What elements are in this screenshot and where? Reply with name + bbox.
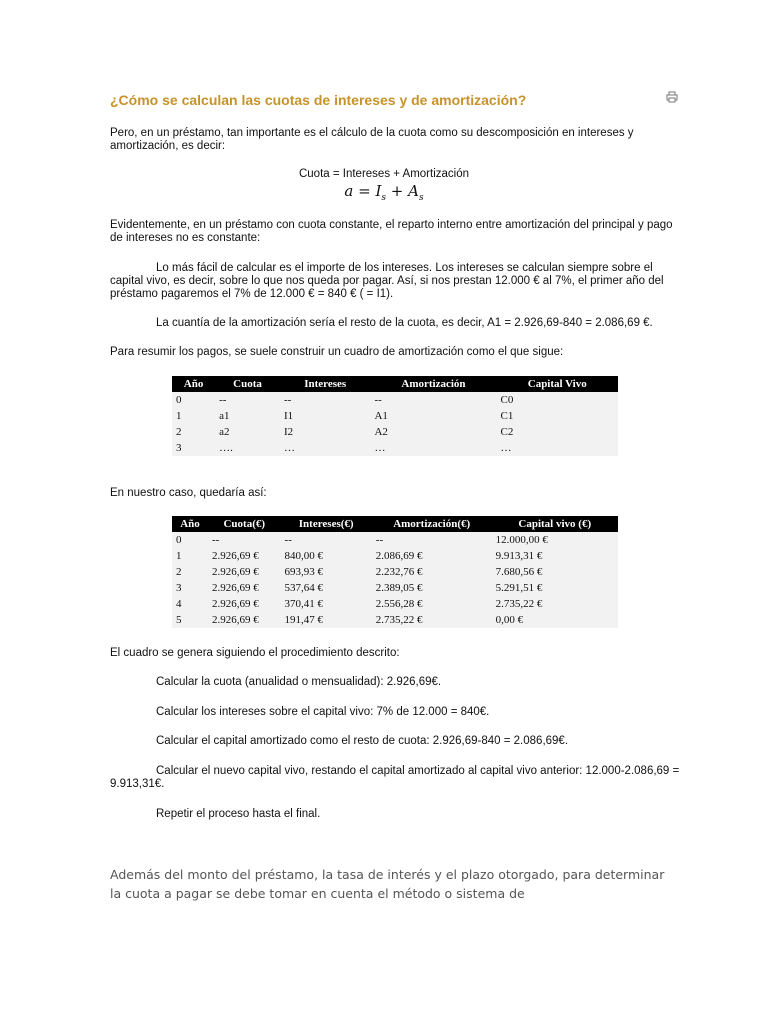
step-4: Calcular el nuevo capital vivo, restando el capital amortizado al capital vivo anterior: 12.000-2.086,69 = 9.913,31€. xyxy=(110,765,680,790)
table-cell: 840,00 € xyxy=(281,548,372,564)
amortization-table-generic xyxy=(172,376,618,456)
page-title: ¿Cómo se calculan las cuotas de intereses y de amortización? xyxy=(110,92,527,108)
column-header: Cuota(€) xyxy=(208,516,281,532)
table-cell: 2.556,28 € xyxy=(372,596,492,612)
table-cell: 0 xyxy=(172,392,215,408)
table-cell: 3 xyxy=(172,440,215,456)
table-row xyxy=(172,424,618,440)
table-cell: 0,00 € xyxy=(492,612,618,628)
paragraph-interest-calc: Lo más fácil de calcular es el importe de los intereses. Los intereses se calculan siempre sobre el capital vivo, es decir, sobre lo que nos queda por pagar. Así, si nos prestan 12.000 € al 7%, el primer año del préstamo pagaremos el 7% de 12.000 € = 840 € ( = I1). xyxy=(110,262,664,300)
column-header: Año xyxy=(172,376,215,392)
table-header-row xyxy=(172,376,618,392)
table-cell: 2.926,69 € xyxy=(208,596,281,612)
table-cell: 537,64 € xyxy=(281,580,372,596)
step-5: Repetir el proceso hasta el final. xyxy=(156,808,321,820)
table-cell: 693,93 € xyxy=(281,564,372,580)
table-cell: 191,47 € xyxy=(281,612,372,628)
column-header: Capital vivo (€) xyxy=(492,516,618,532)
table-cell: 2.232,76 € xyxy=(372,564,492,580)
table-cell: I2 xyxy=(280,424,371,440)
table-cell: 5 xyxy=(172,612,208,628)
table-cell: -- xyxy=(215,392,280,408)
column-header: Capital Vivo xyxy=(497,376,619,392)
table-cell: 12.000,00 € xyxy=(492,532,618,548)
table-cell: 2.735,22 € xyxy=(372,612,492,628)
table-cell: I1 xyxy=(280,408,371,424)
table-cell: 0 xyxy=(172,532,208,548)
amortization-table-example xyxy=(172,516,618,628)
table-cell: 2.926,69 € xyxy=(208,564,281,580)
table-cell: 2.389,05 € xyxy=(372,580,492,596)
paragraph-amortization-calc: La cuantía de la amortización sería el resto de la cuota, es decir, A1 = 2.926,69-840 = 2.086,69 €. xyxy=(156,317,653,329)
table-cell: a2 xyxy=(215,424,280,440)
table-cell: 9.913,31 € xyxy=(492,548,618,564)
table-row xyxy=(172,564,618,580)
intro-paragraph: Pero, en un préstamo, tan importante es el cálculo de la cuota como su descomposición en intereses y amortización, es decir: xyxy=(110,127,634,152)
table-cell: 5.291,51 € xyxy=(492,580,618,596)
column-header: Intereses(€) xyxy=(281,516,372,532)
table-cell: -- xyxy=(208,532,281,548)
table-cell: 370,41 € xyxy=(281,596,372,612)
table-cell: 3 xyxy=(172,580,208,596)
table-cell: 1 xyxy=(172,548,208,564)
print-icon[interactable] xyxy=(666,91,678,103)
step-2: Calcular los intereses sobre el capital vivo: 7% de 12.000 = 840€. xyxy=(156,706,490,718)
table-row xyxy=(172,532,618,548)
column-header: Amortización xyxy=(370,376,496,392)
table-cell: 7.680,56 € xyxy=(492,564,618,580)
table-cell: -- xyxy=(372,532,492,548)
table-cell: 2.926,69 € xyxy=(208,612,281,628)
table-row xyxy=(172,612,618,628)
table-cell: … xyxy=(280,440,371,456)
column-header: Cuota xyxy=(215,376,280,392)
table-header-row xyxy=(172,516,618,532)
paragraph-procedure: El cuadro se genera siguiendo el procedimiento descrito: xyxy=(110,647,400,659)
table-row xyxy=(172,580,618,596)
paragraph-summary: Para resumir los pagos, se suele construir un cuadro de amortización como el que sigue: xyxy=(110,346,564,358)
table-cell: 2.926,69 € xyxy=(208,548,281,564)
table-cell: -- xyxy=(281,532,372,548)
paragraph-our-case: En nuestro caso, quedaría así: xyxy=(110,487,267,499)
column-header: Año xyxy=(172,516,208,532)
table-cell: … xyxy=(370,440,496,456)
table-cell: 2.926,69 € xyxy=(208,580,281,596)
table-cell: 4 xyxy=(172,596,208,612)
table-cell: … xyxy=(497,440,619,456)
table-cell: 2 xyxy=(172,564,208,580)
bottom-paragraph: Además del monto del préstamo, la tasa de interés y el plazo otorgado, para determinar la cuota a pagar se debe tomar en cuenta el método o sistema de xyxy=(110,867,665,901)
step-1: Calcular la cuota (anualidad o mensualidad): 2.926,69€. xyxy=(156,676,442,688)
step-3: Calcular el capital amortizado como el resto de cuota: 2.926,69-840 = 2.086,69€. xyxy=(156,735,569,747)
table-cell: A1 xyxy=(370,408,496,424)
table-cell: A2 xyxy=(370,424,496,440)
table-row xyxy=(172,440,618,456)
formula-math: $a = I_s + A_s$ xyxy=(344,182,424,203)
table-cell: …. xyxy=(215,440,280,456)
table-cell: 2.735,22 € xyxy=(492,596,618,612)
column-header: Amortización(€) xyxy=(372,516,492,532)
table-cell: a1 xyxy=(215,408,280,424)
formula-text: Cuota = Intereses + Amortización xyxy=(298,168,470,180)
table-cell: C0 xyxy=(497,392,619,408)
table-cell: C1 xyxy=(497,408,619,424)
paragraph-constant-quota: Evidentemente, en un préstamo con cuota constante, el reparto interno entre amortización del principal y pago de intereses no es constante: xyxy=(110,219,673,244)
table-row xyxy=(172,392,618,408)
table-row xyxy=(172,548,618,564)
table-cell: C2 xyxy=(497,424,619,440)
table-cell: 2.086,69 € xyxy=(372,548,492,564)
table-row xyxy=(172,408,618,424)
table-cell: 2 xyxy=(172,424,215,440)
column-header: Intereses xyxy=(280,376,371,392)
table-cell: -- xyxy=(280,392,371,408)
table-cell: -- xyxy=(370,392,496,408)
table-cell: 1 xyxy=(172,408,215,424)
table-row xyxy=(172,596,618,612)
